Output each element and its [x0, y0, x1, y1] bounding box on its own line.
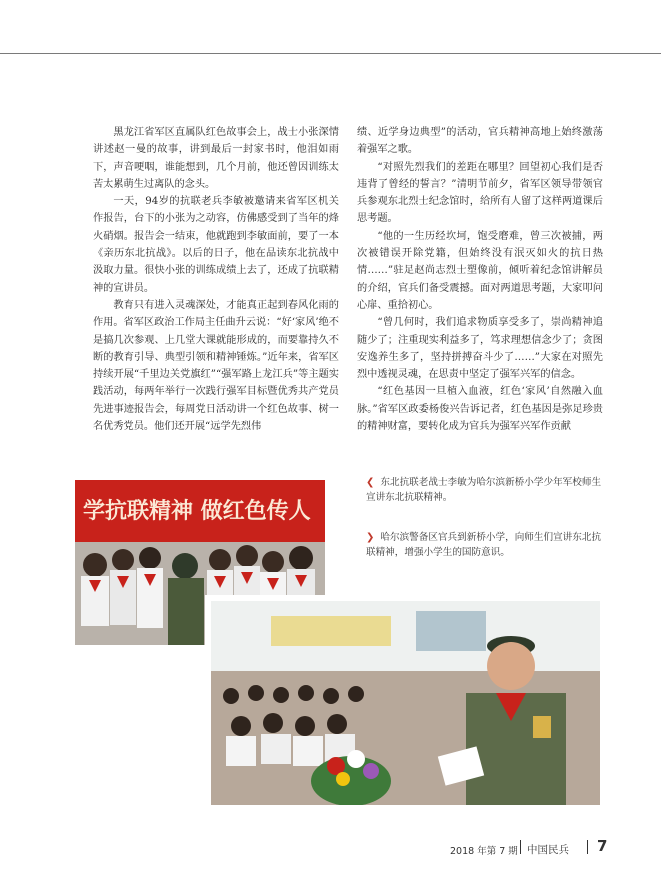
- paragraph: 黑龙江省军区直属队红色故事会上，战士小张深情讲述赵一曼的故事，讲到最后一封家书时，他泪如雨下，声音哽咽，谁能想到，几个月前，他还曾因训练太苦太累萌生过离队的念头。: [93, 127, 339, 190]
- paragraph: 教育只有进入灵魂深处，才能真正起到春风化雨的作用。省军区政治工作局主任曲升云说：“好‘家风’绝不是搞几次参观、上几堂大课就能形成的，而要靠持久不断的教育引导、典型引领和精神锤炼。”近年来，省军区持续开展“千里边关党旗红”“强军路上龙江兵”等主题实践活动，每两年举行一次践行强军目标暨优秀共产党员先进事迹报告会，每周党日活动讲一个红色故事、树一名优秀党员。他们还开展“远学先烈伟: [93, 299, 339, 433]
- paragraph: 一天，94岁的抗联老兵李敏被邀请来省军区机关作报告，台下的小张为之动容，仿佛感受到了当年的烽火硝烟。报告会一结束，他就跑到李敏面前，要了一本《亲历东北抗战》。以后的日子，他在品读东北抗战中汲取力量。很快小张的训练成绩上去了，还成了抗联精神的宣讲员。: [93, 196, 339, 294]
- footer-divider: [587, 840, 588, 854]
- magazine-name: 中国民兵: [527, 844, 569, 856]
- paragraph-continuation: 绩、近学身边典型”的活动，官兵精神高地上始终激荡着强军之歌。: [357, 127, 603, 156]
- right-text-column: [357, 124, 603, 435]
- paragraph: “红色基因一旦植入血液，红色‘家风’自然融入血脉。”省军区政委杨俊兴告诉记者，红色基因是弥足珍贵的精神财富，要转化成为官兵为强军兴军作贡献: [357, 386, 603, 433]
- chevron-left-icon: ❮: [366, 477, 375, 488]
- caption-text: 东北抗联老战士李敏为哈尔滨新桥小学少年军校师生宣讲东北抗联精神。: [366, 477, 602, 503]
- header-rule: [0, 53, 661, 54]
- chevron-down-icon: ❯: [366, 532, 375, 543]
- paragraph: “对照先烈我们的差距在哪里？回望初心我们是否违背了曾经的誓言？”清明节前夕，省军区领导带领官兵参观东北烈士纪念馆时，给所有人留了这样两道课后思考题。: [357, 161, 603, 225]
- footer-divider: [520, 840, 521, 854]
- veteran-uniform: [168, 578, 204, 645]
- photo-caption-1: [366, 475, 606, 505]
- banner-text: 学抗联精神 做红色传人: [83, 499, 311, 524]
- caption-text: 哈尔滨警备区官兵到新桥小学，向师生们宣讲东北抗联精神，增强小学生的国防意识。: [366, 532, 602, 558]
- paragraph: “曾几何时，我们追求物质享受多了，崇尚精神追随少了；注重现实利益多了，笃求理想信念少了；贪图安逸养生多了，坚持拼搏奋斗少了……”大家在对照先烈中透视灵魂，在思责中坚定了强军兴军的信念。: [357, 317, 603, 381]
- photo-officer-classroom: [205, 595, 600, 805]
- left-text-column: [93, 124, 339, 435]
- photo-caption-2: [366, 530, 606, 560]
- photo-illustration: [211, 601, 600, 805]
- paragraph: “他的一生历经坎坷，饱受磨难，曾三次被捕，两次被错误开除党籍，但始终没有泯灭如火的抗日热情……”驻足赵尚志烈士塑像前，倾听着纪念馆讲解员的介绍，官兵们备受震撼。面对两道思考题，大家叩问心扉、重拾初心。: [357, 230, 603, 311]
- issue-label: 2018 年第 7 期: [450, 846, 518, 857]
- page-number: 7: [597, 837, 608, 855]
